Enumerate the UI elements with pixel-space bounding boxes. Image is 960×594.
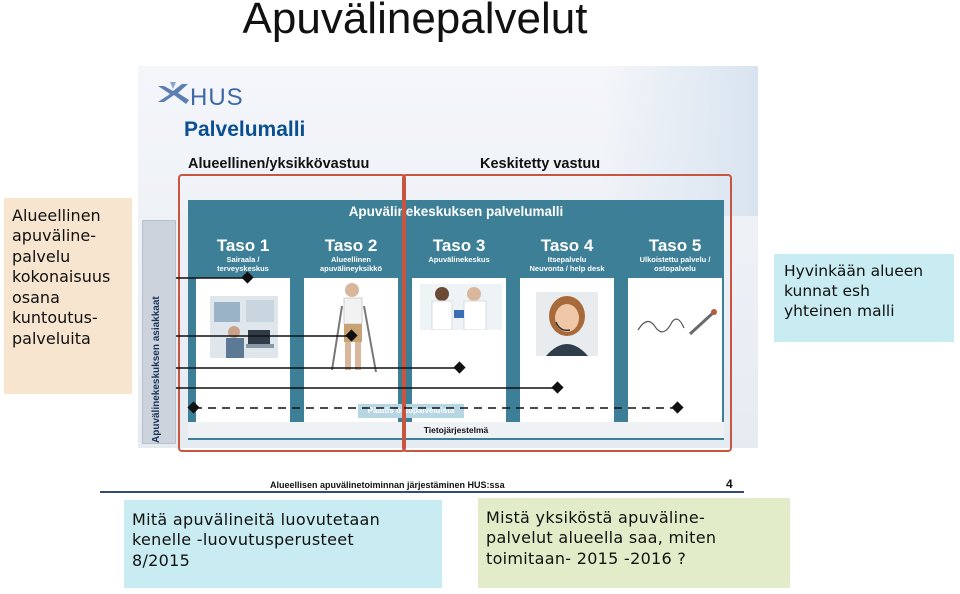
page-title: Apuvälinepalvelut (242, 0, 588, 43)
bottom-right-line: toimitaan- 2015 -2016 ? (486, 548, 687, 568)
tier-name: Taso 5 (648, 236, 702, 255)
footer-text: Alueellisen apuvälinetoiminnan järjestäminen HUS:ssa (270, 480, 505, 490)
tier-name: Taso 4 (540, 236, 594, 255)
left-info-box (4, 198, 132, 394)
tier-subtitle: Neuvonta / help desk (529, 263, 605, 273)
tier-subtitle: ostopalvelu (654, 263, 696, 273)
bottom-right-line: palvelut alueella saa, miten (486, 528, 717, 548)
right-box-line: Hyvinkään alueen (784, 262, 924, 280)
tier-subtitle: Ulkoistettu palvelu / (639, 255, 711, 264)
tier-name: Taso 2 (324, 236, 378, 255)
left-box-line: kuntoutus- (12, 308, 98, 328)
responsibility-left-label: Alueellinen/yksikkövastuu (188, 156, 370, 172)
bottom-left-line: kenelle -luovutusperusteet (132, 530, 354, 550)
tier-name: Taso 3 (432, 236, 486, 255)
left-box-line: Alueellinen (12, 206, 101, 225)
tier-subtitle: apuvälineyksikkö (319, 263, 383, 273)
tier-subtitle: Itsepalvelu (547, 255, 587, 264)
information-system-bar: Tietojärjestelmä (188, 422, 724, 438)
hus-logo-text: HUS (190, 84, 244, 111)
right-info-box (774, 254, 954, 342)
tier-subtitle: Sairaala / (226, 255, 260, 264)
customers-side-label: Apuvälinekeskuksen asiakkaat (151, 296, 162, 443)
left-box-line: palvelu (12, 246, 71, 266)
slide-heading: Palvelumalli (184, 118, 306, 141)
left-box-line: kokonaisuus (12, 267, 111, 287)
right-box-line: yhteinen malli (784, 301, 895, 320)
bottom-left-line: Mitä apuvälineitä luovutetaan (132, 510, 381, 529)
left-box-line: apuväline- (12, 226, 97, 246)
embedded-slide (138, 66, 758, 496)
bottom-right-line: Mistä yksiköstä apuväline- (486, 508, 706, 527)
right-box-line: kunnat esh (784, 281, 870, 300)
responsibility-right-label: Keskitetty vastuu (480, 156, 601, 172)
footer-rule (100, 491, 744, 493)
left-box-line: palveluita (12, 328, 91, 348)
tier-subtitle: terveyskeskus (217, 263, 269, 273)
bottom-left-info-box (124, 500, 442, 588)
left-box-line: osana (12, 287, 60, 307)
panel-title: Apuvälinekeskuksen palvelumalli (348, 204, 564, 219)
bottom-right-info-box (478, 498, 790, 588)
tier-name: Taso 1 (216, 236, 270, 255)
customer-flow-lines (138, 66, 758, 496)
tier-subtitle: Apuvälinekeskus (428, 255, 490, 264)
purchase-decision-bar: Päätös ostopalveluista (358, 404, 464, 418)
slide-footer (100, 477, 744, 494)
footer-page-number: 4 (726, 477, 733, 491)
tier-subtitle: Alueellinen (330, 255, 371, 264)
bottom-left-line: 8/2015 (132, 550, 191, 570)
